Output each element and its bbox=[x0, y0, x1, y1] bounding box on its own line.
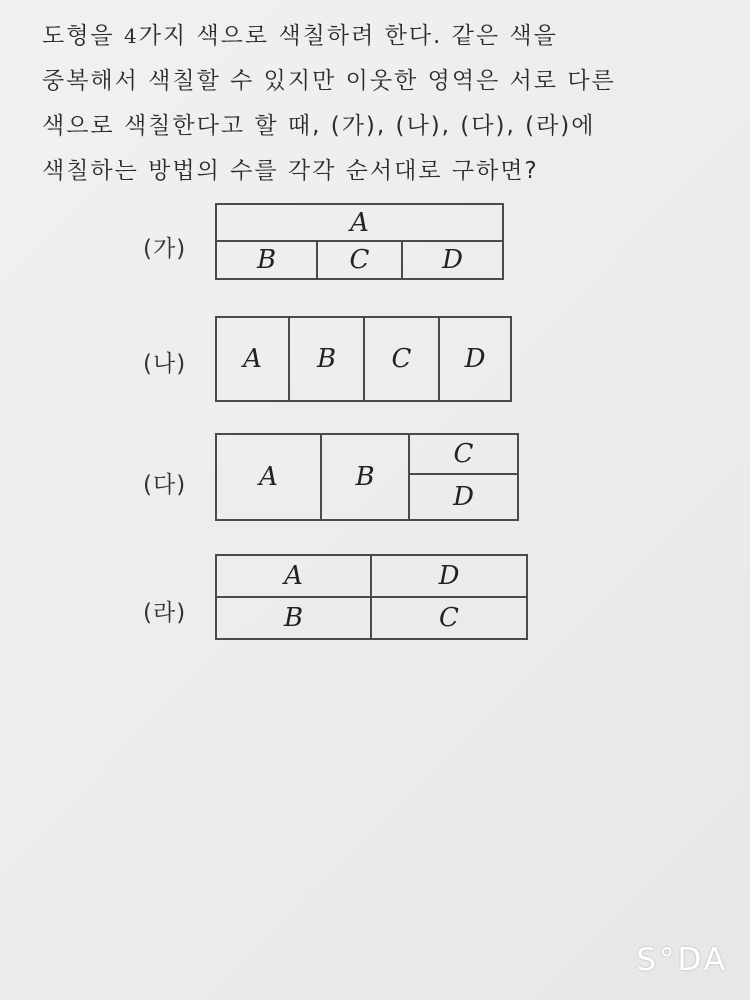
figure-ra bbox=[215, 554, 528, 640]
figure-ga-cell-d: D bbox=[442, 245, 463, 275]
figure-da-cell-d: D bbox=[453, 482, 474, 512]
figure-ra-cell-d: D bbox=[372, 556, 526, 598]
figure-ra-cell-c: C bbox=[439, 603, 459, 633]
figure-ga-cell-a: A bbox=[217, 205, 502, 242]
problem-line-2: 중복해서 색칠할 수 있지만 이웃한 영역은 서로 다른 bbox=[42, 68, 616, 94]
figure-ra-label: (라) bbox=[143, 600, 187, 626]
figure-ga-cell-b: B bbox=[217, 242, 318, 278]
figure-ga bbox=[215, 203, 504, 280]
figure-da-cell-c: C bbox=[410, 435, 517, 475]
problem-line-1: 도형을 4가지 색으로 색칠하려 한다. 같은 색을 bbox=[42, 23, 558, 49]
number-four: 4 bbox=[123, 24, 139, 48]
figure-da-cell-a: A bbox=[217, 435, 322, 519]
figure-da-label: (다) bbox=[143, 472, 187, 498]
problem-line-4: 색칠하는 방법의 수를 각각 순서대로 구하면? bbox=[42, 158, 539, 184]
figure-na-cell-c: C bbox=[365, 318, 440, 400]
problem-text bbox=[42, 14, 732, 194]
problem-line-3: 색으로 색칠한다고 할 때, (가), (나), (다), (라)에 bbox=[42, 113, 596, 139]
figure-na-label: (나) bbox=[143, 351, 187, 377]
figure-na bbox=[215, 316, 512, 402]
figure-da-cell-b: B bbox=[322, 435, 410, 519]
figure-na-cell-a: A bbox=[217, 318, 290, 400]
figure-na-cell-d: D bbox=[464, 344, 486, 374]
figure-ga-label: (가) bbox=[143, 236, 187, 262]
watermark-logo: S°DA bbox=[636, 942, 728, 978]
figure-da bbox=[215, 433, 519, 521]
figure-ra-cell-a: A bbox=[217, 556, 372, 598]
figure-na-cell-b: B bbox=[290, 318, 365, 400]
figure-ra-cell-b: B bbox=[217, 598, 372, 638]
figure-ga-cell-c: C bbox=[318, 242, 403, 278]
